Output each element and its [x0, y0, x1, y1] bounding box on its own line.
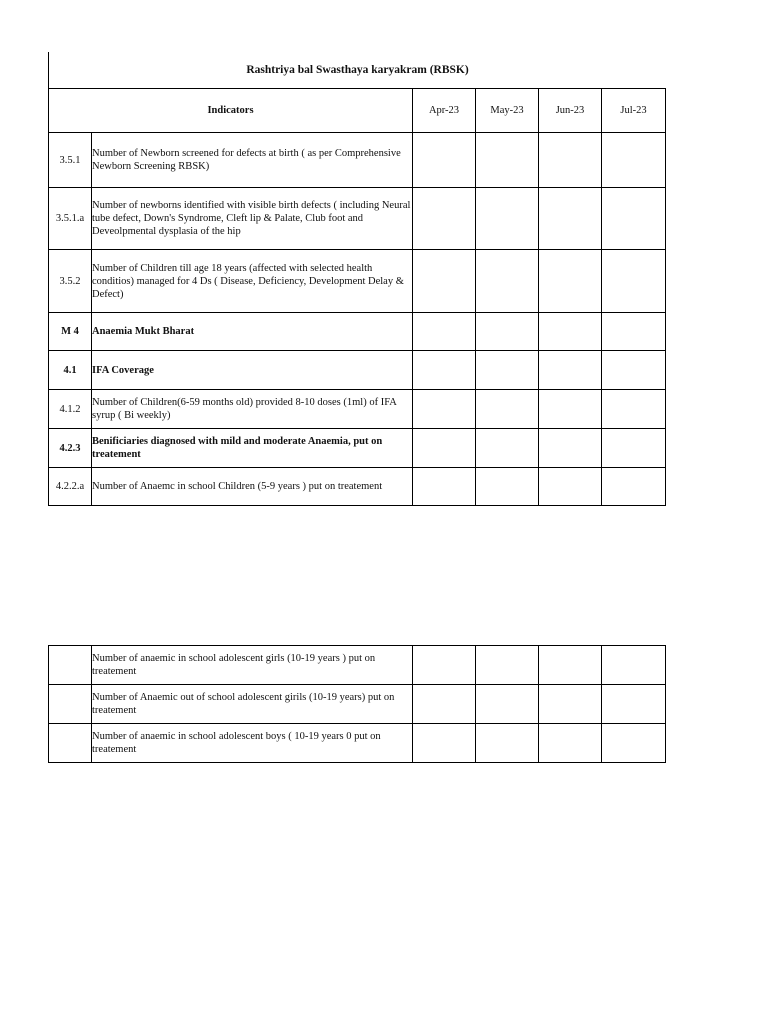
value-cell-may: [476, 133, 539, 188]
value-cell-may: [476, 188, 539, 250]
value-cell-may: [476, 429, 539, 468]
row-code: [49, 646, 92, 685]
value-cell-jun: [539, 133, 602, 188]
table-row: [49, 429, 666, 468]
month-header-may: May-23: [476, 89, 539, 133]
row-code: M 4: [49, 313, 92, 351]
value-cell-may: [476, 724, 539, 763]
table-row: [49, 685, 666, 724]
value-cell-apr: [413, 250, 476, 313]
table-row: [49, 724, 666, 763]
value-cell-jun: [539, 250, 602, 313]
value-cell-jul: [602, 188, 666, 250]
value-cell-apr: [413, 429, 476, 468]
month-header-jul: Jul-23: [602, 89, 666, 133]
row-code: 3.5.1: [49, 133, 92, 188]
value-cell-apr: [413, 468, 476, 506]
month-header-jun: Jun-23: [539, 89, 602, 133]
value-cell-apr: [413, 685, 476, 724]
row-indicator: Number of Anaemc in school Children (5-9 years ) put on treatement: [92, 468, 413, 506]
value-cell-jul: [602, 250, 666, 313]
value-cell-may: [476, 390, 539, 429]
value-cell-jun: [539, 646, 602, 685]
row-code: 4.2.3: [49, 429, 92, 468]
row-indicator: Number of newborns identified with visible birth defects ( including Neural tube defect, Down's Syndrome, Cleft lip & Palate, Club foot and Deveolpmental dysplasia of the hip: [92, 188, 413, 250]
value-cell-may: [476, 351, 539, 390]
page-title: Rashtriya bal Swasthaya karyakram (RBSK): [246, 64, 469, 76]
row-indicator: Number of Children till age 18 years (affected with selected health conditios) managed for 4 Ds ( Disease, Deficiency, Development Delay & Defect): [92, 250, 413, 313]
row-indicator: Number of anaemic in school adolescent boys ( 10-19 years 0 put on treatement: [92, 724, 413, 763]
value-cell-may: [476, 685, 539, 724]
row-indicator: Number of Children(6-59 months old) provided 8-10 doses (1ml) of IFA syrup ( Bi weekly): [92, 390, 413, 429]
value-cell-jun: [539, 188, 602, 250]
value-cell-jul: [602, 429, 666, 468]
value-cell-jul: [602, 685, 666, 724]
table-header-row: [49, 89, 666, 133]
row-indicator: Number of Newborn screened for defects at birth ( as per Comprehensive Newborn Screening RBSK): [92, 133, 413, 188]
value-cell-jul: [602, 351, 666, 390]
value-cell-jun: [539, 429, 602, 468]
value-cell-jun: [539, 685, 602, 724]
value-cell-apr: [413, 351, 476, 390]
value-cell-jun: [539, 351, 602, 390]
value-cell-apr: [413, 646, 476, 685]
table-row: [49, 313, 666, 351]
value-cell-apr: [413, 390, 476, 429]
value-cell-apr: [413, 133, 476, 188]
table-row: [49, 250, 666, 313]
row-indicator: Benificiaries diagnosed with mild and moderate Anaemia, put on treatement: [92, 429, 413, 468]
value-cell-jul: [602, 390, 666, 429]
row-indicator: Number of anaemic in school adolescent girls (10-19 years ) put on treatement: [92, 646, 413, 685]
page-title-row: [48, 52, 666, 88]
row-code: [49, 685, 92, 724]
indicators-table: [48, 88, 666, 506]
row-indicator: Number of Anaemic out of school adolescent girils (10-19 years) put on treatement: [92, 685, 413, 724]
month-header-apr: Apr-23: [413, 89, 476, 133]
indicators-header: Indicators: [49, 89, 413, 133]
row-code: 3.5.1.a: [49, 188, 92, 250]
value-cell-may: [476, 313, 539, 351]
value-cell-apr: [413, 724, 476, 763]
table-row: [49, 468, 666, 506]
table-row: [49, 646, 666, 685]
row-code: 4.1: [49, 351, 92, 390]
row-code: 3.5.2: [49, 250, 92, 313]
row-indicator: IFA Coverage: [92, 351, 413, 390]
value-cell-jul: [602, 724, 666, 763]
value-cell-jun: [539, 468, 602, 506]
value-cell-jul: [602, 646, 666, 685]
value-cell-jul: [602, 133, 666, 188]
table-row: [49, 390, 666, 429]
value-cell-may: [476, 468, 539, 506]
adolescent-anaemia-table: [48, 645, 666, 763]
value-cell-may: [476, 250, 539, 313]
value-cell-jun: [539, 390, 602, 429]
table-row: [49, 188, 666, 250]
row-code: 4.2.2.a: [49, 468, 92, 506]
value-cell-may: [476, 646, 539, 685]
value-cell-jul: [602, 313, 666, 351]
value-cell-jun: [539, 313, 602, 351]
row-code: [49, 724, 92, 763]
table-row: [49, 133, 666, 188]
value-cell-apr: [413, 188, 476, 250]
value-cell-apr: [413, 313, 476, 351]
row-indicator: Anaemia Mukt Bharat: [92, 313, 413, 351]
row-code: 4.1.2: [49, 390, 92, 429]
table-row: [49, 351, 666, 390]
value-cell-jul: [602, 468, 666, 506]
value-cell-jun: [539, 724, 602, 763]
